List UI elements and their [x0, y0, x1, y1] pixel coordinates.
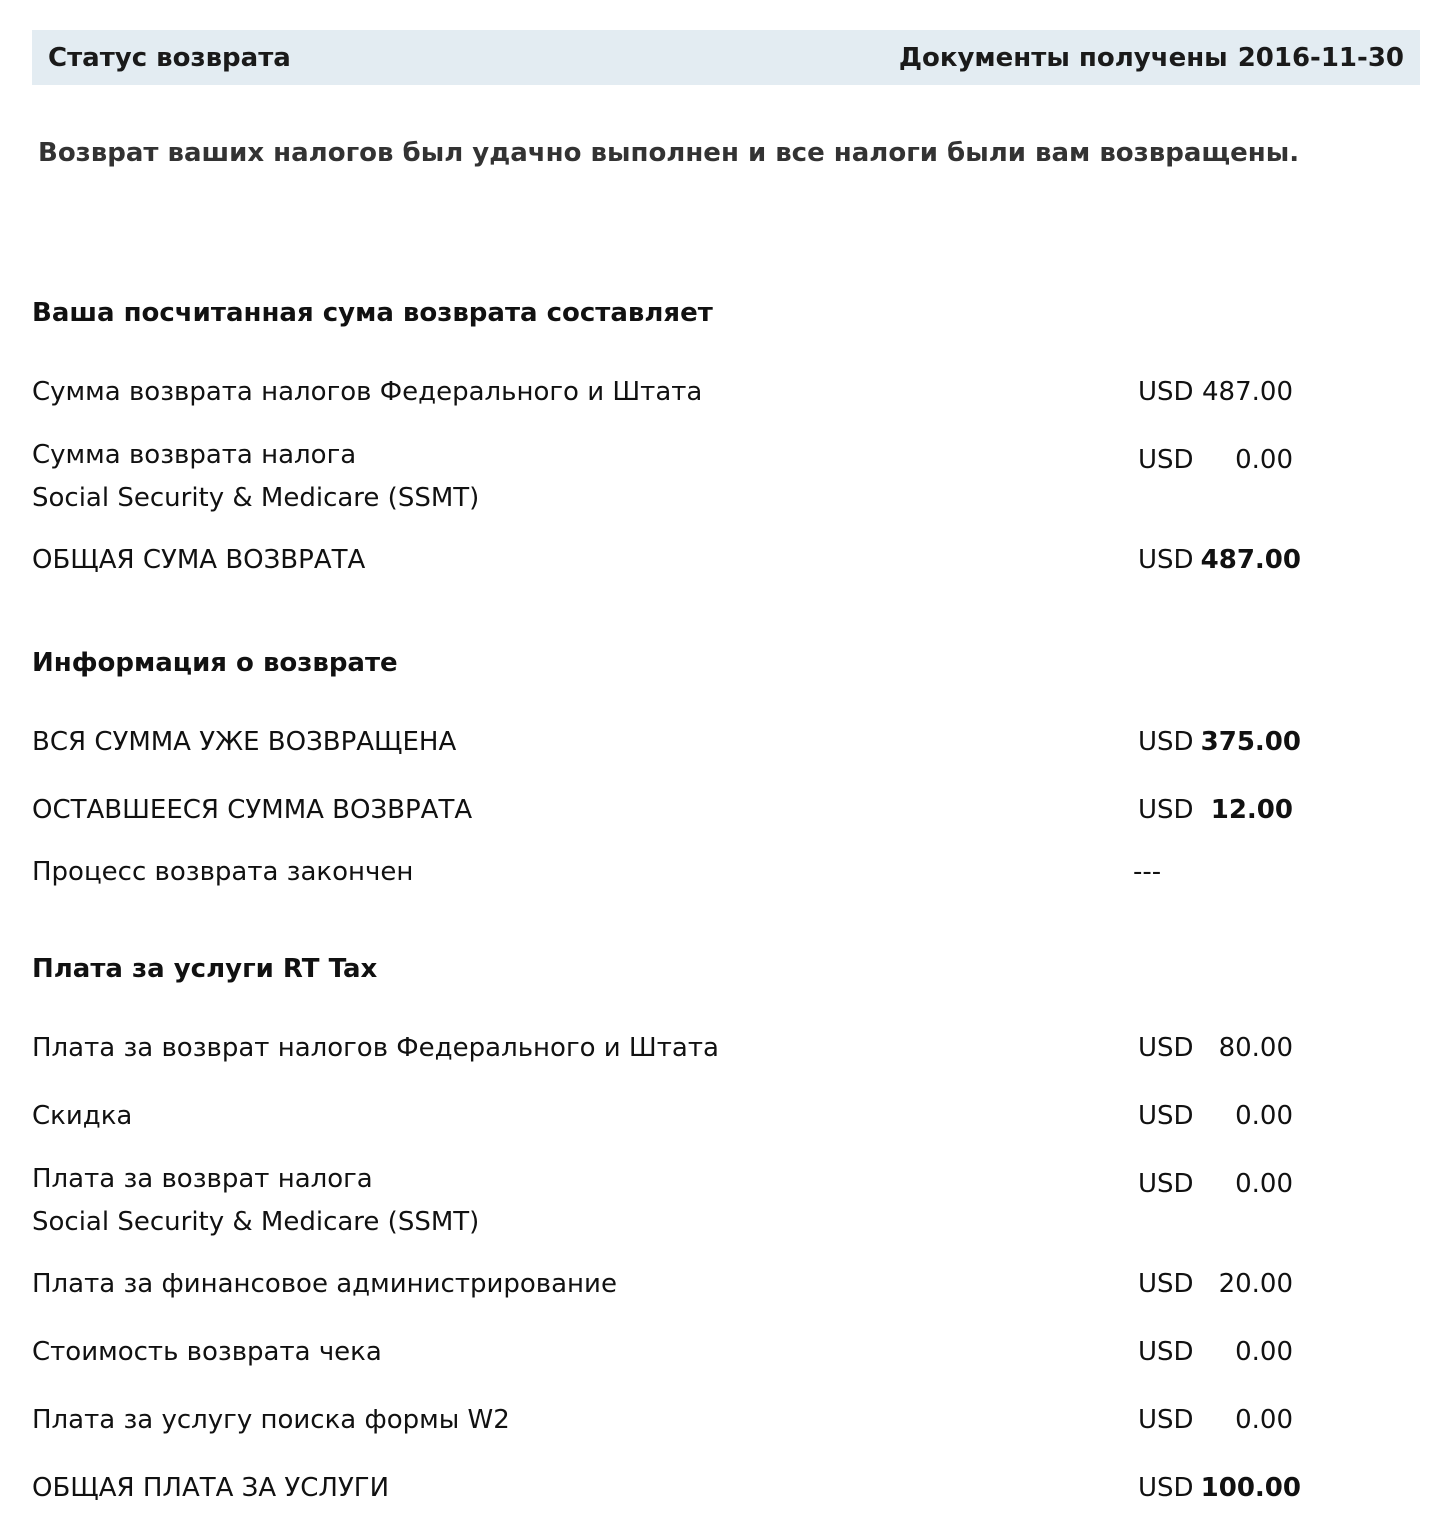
- refund-total-label: ОБЩАЯ СУМА ВОЗВРАТА: [32, 545, 366, 575]
- refund-total-value: 487.00: [1200, 545, 1301, 575]
- currency-label: USD: [1138, 795, 1194, 825]
- currency-label: USD: [1138, 545, 1194, 575]
- refund-total-amount: [1138, 539, 1301, 582]
- remaining-label: ОСТАВШЕЕСЯ СУММА ВОЗВРАТА: [32, 795, 473, 825]
- fee-ssmt-amount: [1138, 1163, 1293, 1206]
- fees-total-value: 100.00: [1200, 1473, 1301, 1503]
- refund-message: Возврат ваших налогов был удачно выполнен и все налоги были вам возвращены.: [38, 138, 1300, 168]
- currency-label: USD: [1138, 1033, 1194, 1063]
- refund-ssmt-label: [32, 434, 479, 520]
- fee-check-return-label: Стоимость возврата чека: [32, 1337, 382, 1367]
- currency-label: USD: [1138, 1269, 1194, 1299]
- status-header: [32, 30, 1420, 85]
- refund-ssmt-label-line2: Social Security & Medicare (SSMT): [32, 483, 480, 513]
- refund-ssmt-amount: [1138, 439, 1293, 482]
- fee-w2-search-value: 0.00: [1235, 1405, 1293, 1435]
- process-finished-value: ---: [1133, 857, 1162, 887]
- returned-amount: [1138, 721, 1301, 764]
- currency-label: USD: [1138, 1101, 1194, 1131]
- refund-ssmt-value: 0.00: [1235, 445, 1293, 475]
- fee-financial-admin-amount: [1138, 1263, 1293, 1306]
- fee-discount-value: 0.00: [1235, 1101, 1293, 1131]
- fee-federal-state-value: 80.00: [1218, 1033, 1293, 1063]
- fee-financial-admin-label: Плата за финансовое администрирование: [32, 1269, 617, 1299]
- status-title: Статус возврата: [48, 42, 291, 73]
- fee-check-return-value: 0.00: [1235, 1337, 1293, 1367]
- currency-label: USD: [1138, 1169, 1194, 1199]
- fee-w2-search-label: Плата за услугу поиска формы W2: [32, 1405, 510, 1435]
- fee-ssmt-label: [32, 1158, 479, 1244]
- currency-label: USD: [1138, 1405, 1194, 1435]
- fee-w2-search-amount: [1138, 1399, 1293, 1442]
- returned-value: 375.00: [1200, 727, 1301, 757]
- currency-label: USD: [1138, 1473, 1194, 1503]
- documents-received-label: Документы получены: [898, 42, 1228, 73]
- refund-info-title: Информация о возврате: [32, 648, 398, 678]
- fee-check-return-amount: [1138, 1331, 1293, 1374]
- fee-ssmt-label-line2: Social Security & Medicare (SSMT): [32, 1207, 480, 1237]
- fee-financial-admin-value: 20.00: [1218, 1269, 1293, 1299]
- refund-ssmt-label-line1: Сумма возврата налога: [32, 440, 357, 470]
- returned-label: ВСЯ СУММА УЖЕ ВОЗВРАЩЕНА: [32, 727, 457, 757]
- refund-federal-state-amount: [1138, 371, 1293, 414]
- fee-federal-state-label: Плата за возврат налогов Федерального и Штата: [32, 1033, 719, 1063]
- currency-label: USD: [1138, 727, 1194, 757]
- fee-ssmt-value: 0.00: [1235, 1169, 1293, 1199]
- process-finished-label: Процесс возврата закончен: [32, 857, 414, 887]
- refund-federal-state-label: Сумма возврата налогов Федерального и Штата: [32, 377, 703, 407]
- fee-discount-label: Скидка: [32, 1101, 133, 1131]
- currency-label: USD: [1138, 1337, 1194, 1367]
- refund-estimate-title: Ваша посчитанная сума возврата составляет: [32, 298, 713, 328]
- fees-total-amount: [1138, 1467, 1301, 1510]
- fee-discount-amount: [1138, 1095, 1293, 1138]
- documents-received: [899, 43, 1404, 73]
- fee-federal-state-amount: [1138, 1027, 1293, 1070]
- fees-total-label: ОБЩАЯ ПЛАТА ЗА УСЛУГИ: [32, 1473, 390, 1503]
- refund-federal-state-value: 487.00: [1202, 377, 1293, 407]
- documents-received-date: 2016-11-30: [1237, 42, 1404, 73]
- remaining-amount: [1138, 789, 1293, 832]
- fees-title: Плата за услуги RT Tax: [32, 954, 378, 984]
- remaining-value: 12.00: [1210, 795, 1293, 825]
- currency-label: USD: [1138, 377, 1194, 407]
- fee-ssmt-label-line1: Плата за возврат налога: [32, 1164, 373, 1194]
- currency-label: USD: [1138, 445, 1194, 475]
